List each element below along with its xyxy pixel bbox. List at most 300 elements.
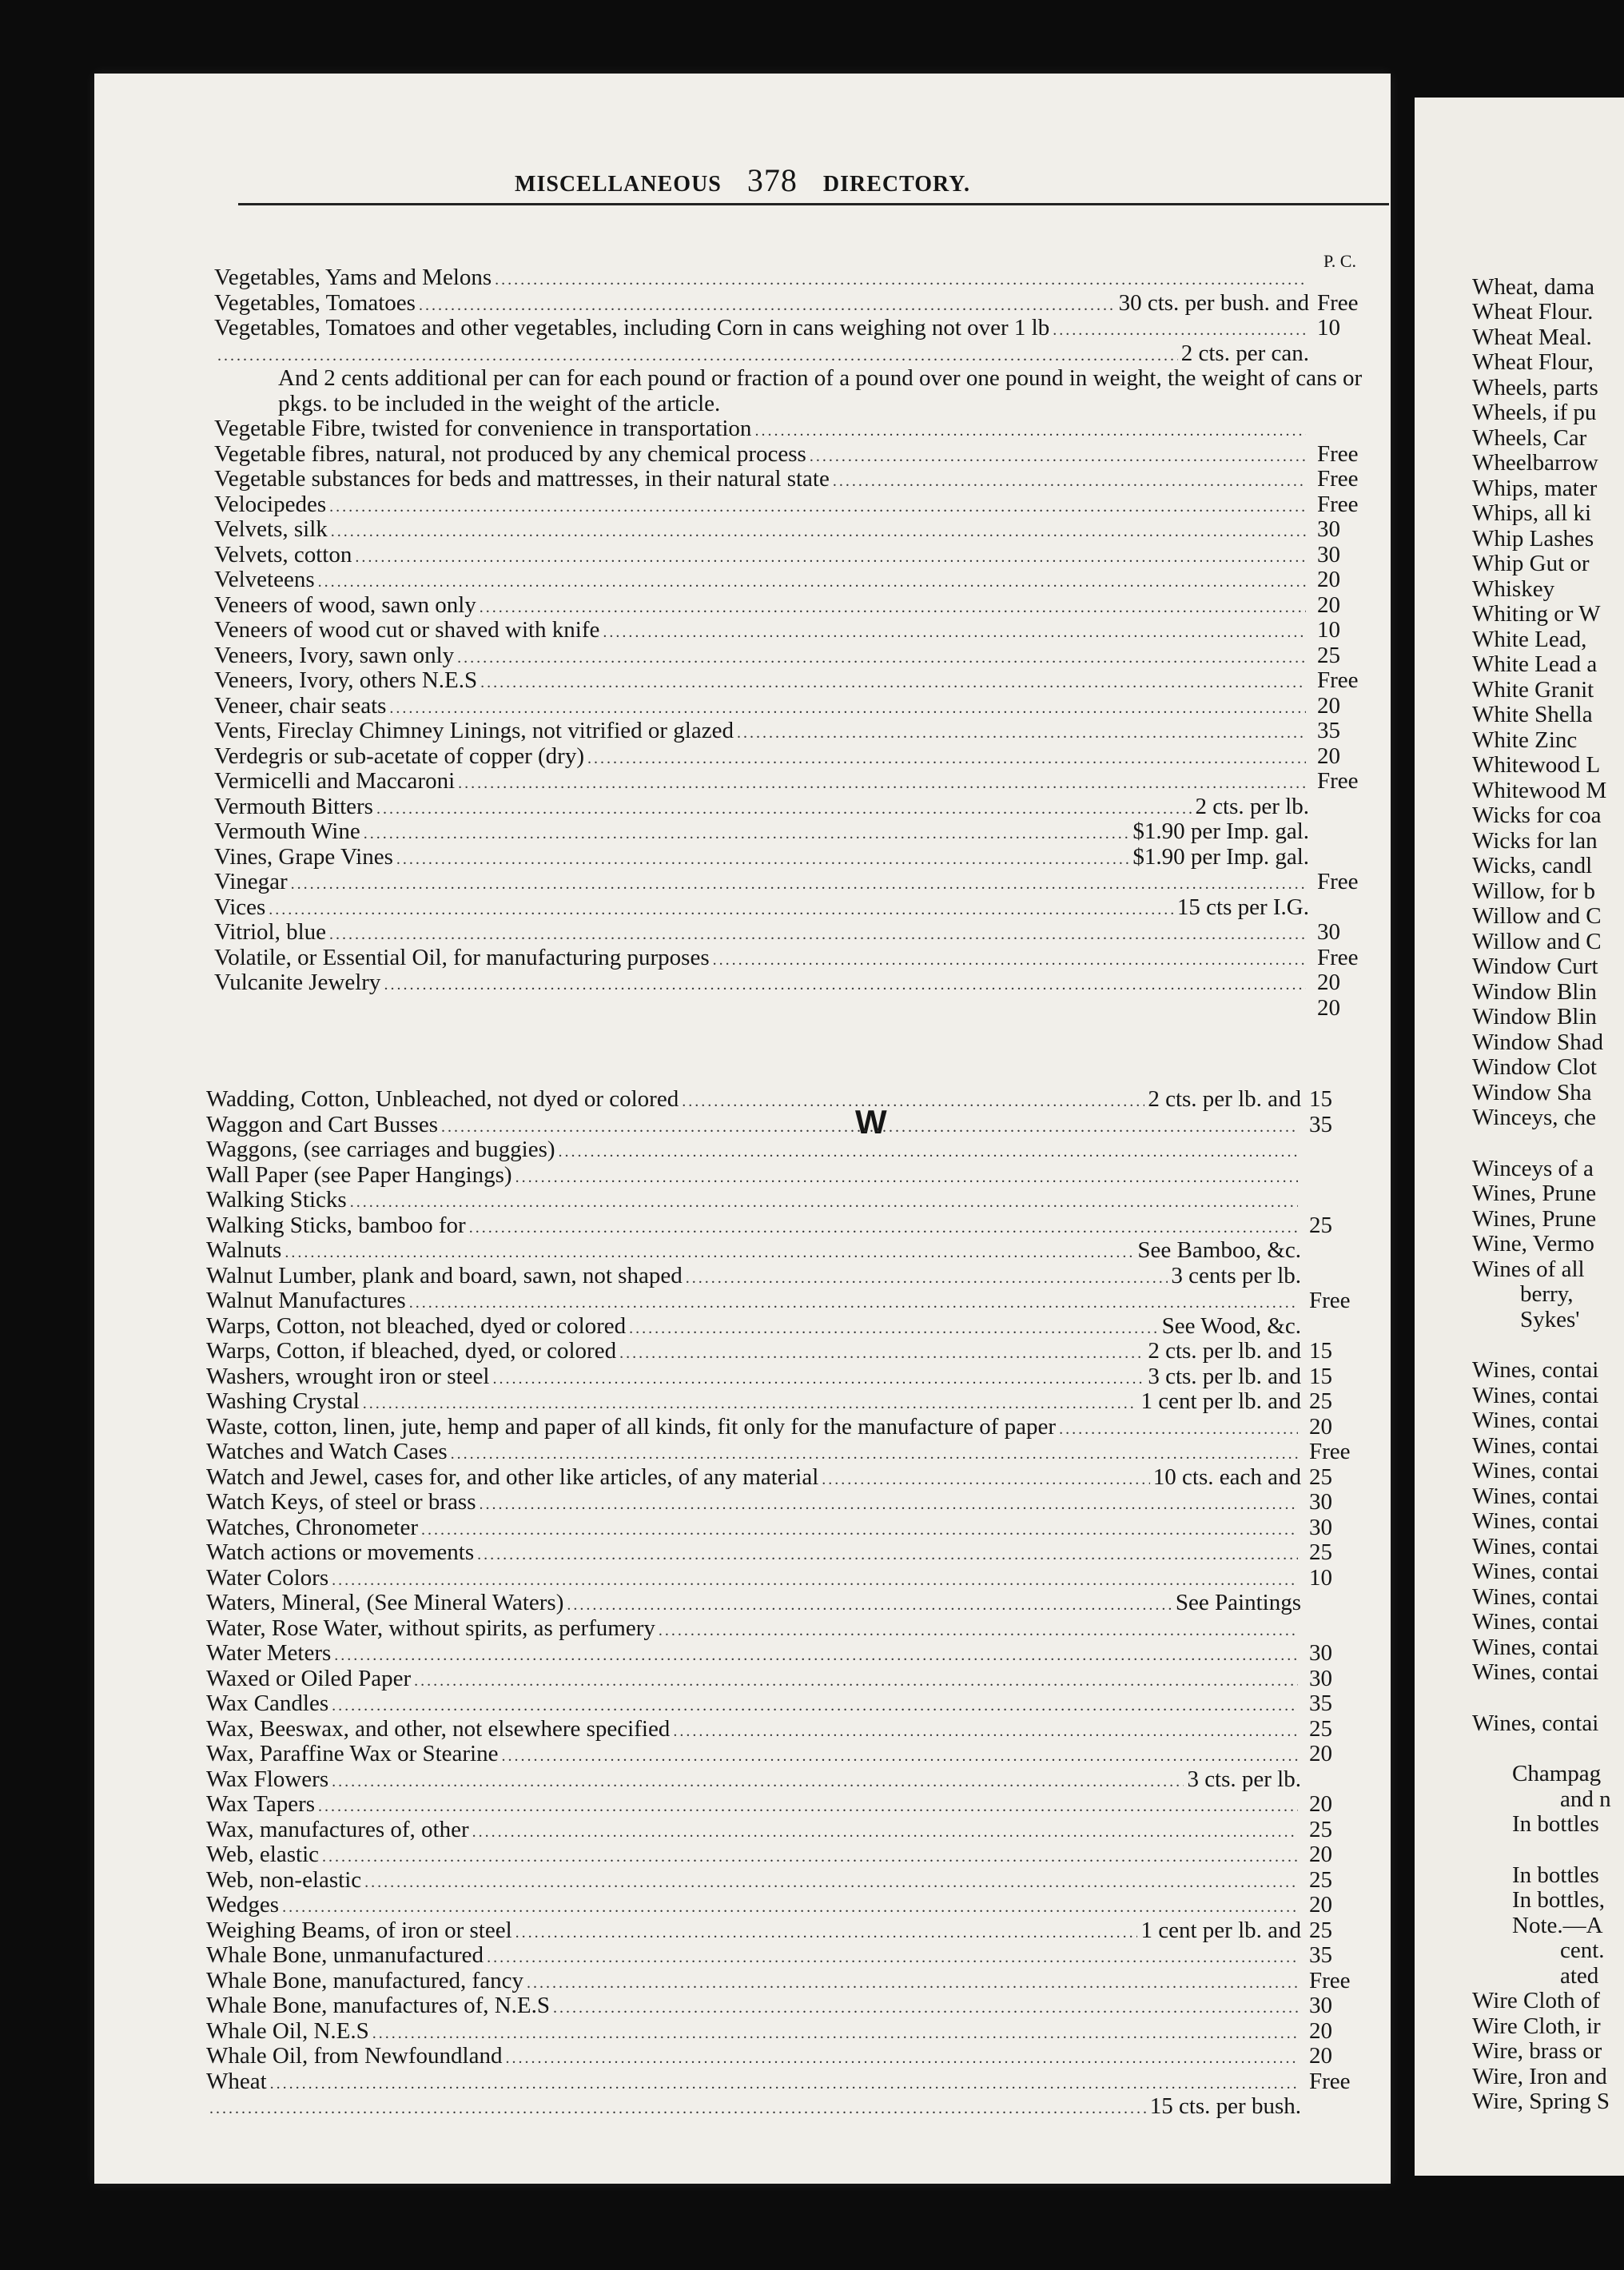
right-entry: Whitewood M bbox=[1472, 777, 1607, 803]
page-number: 378 bbox=[746, 162, 798, 198]
right-entry: In bottles bbox=[1512, 1811, 1599, 1837]
entry-row bbox=[214, 819, 1365, 845]
entry-label: Waggons, (see carriages and buggies) bbox=[206, 1137, 555, 1162]
entry-duty: Free bbox=[1317, 869, 1359, 894]
leader-dots bbox=[282, 1895, 1298, 1921]
entry-duty: 30 bbox=[1317, 541, 1340, 568]
right-entry: Wine, Vermo bbox=[1472, 1231, 1594, 1256]
right-entry: Window Sha bbox=[1472, 1079, 1592, 1105]
right-entry: Wines, contai bbox=[1472, 1458, 1599, 1483]
leader-dots bbox=[355, 545, 1306, 571]
right-entry: Wines, contai bbox=[1472, 1508, 1599, 1534]
leader-dots bbox=[376, 797, 1192, 822]
entry-duty: Free bbox=[1309, 2068, 1351, 2094]
entry-row bbox=[206, 1691, 1357, 1717]
leader-dots bbox=[559, 1140, 1298, 1165]
entry-label: Vices bbox=[214, 894, 266, 920]
entry-row bbox=[206, 1616, 1357, 1642]
entry-duty: 30 bbox=[1309, 1993, 1332, 2018]
section-letter: W bbox=[855, 1103, 887, 1141]
leader-dots bbox=[322, 1845, 1298, 1870]
leader-dots bbox=[1059, 1417, 1298, 1443]
entry-label: Whale Oil, N.E.S bbox=[206, 2017, 369, 2044]
entry-row bbox=[206, 1842, 1357, 1868]
entry-label: Velvets, silk bbox=[214, 516, 328, 542]
entry-label: Walking Sticks bbox=[206, 1187, 347, 1213]
entry-duty: Free bbox=[1317, 491, 1359, 517]
entry-label: Vents, Fireclay Chimney Linings, not vitrified or glazed bbox=[214, 718, 734, 743]
leader-dots bbox=[364, 822, 1130, 847]
entry-rate: 30 cts. per bush. and bbox=[1118, 289, 1309, 316]
page-header bbox=[94, 161, 1391, 199]
entry-label: Waters, Mineral, (See Mineral Waters) bbox=[206, 1590, 564, 1615]
leader-dots bbox=[332, 1694, 1298, 1719]
entry-duty: 25 bbox=[1309, 1917, 1332, 1943]
entry-label: Veneers, Ivory, sawn only bbox=[214, 642, 455, 668]
entry-label: Washing Crystal bbox=[206, 1388, 360, 1414]
leader-dots bbox=[603, 620, 1306, 646]
leader-dots bbox=[372, 2021, 1298, 2047]
leader-dots bbox=[209, 2097, 1147, 2122]
leader-dots bbox=[619, 1341, 1144, 1367]
leader-dots bbox=[285, 1241, 1134, 1266]
entry-duty: 30 bbox=[1317, 919, 1340, 945]
leader-dots bbox=[441, 1115, 1298, 1141]
entry-duty: 20 bbox=[1309, 1842, 1332, 1867]
leader-dots bbox=[480, 1492, 1298, 1518]
entry-row bbox=[206, 1893, 1357, 1918]
entry-rate: 3 cts. per lb. and bbox=[1148, 1363, 1301, 1389]
leader-dots bbox=[495, 268, 1306, 293]
entry-label: Whale Oil, from Newfoundland bbox=[206, 2043, 503, 2069]
entry-duty: Free bbox=[1317, 667, 1359, 693]
entry-label: Verdegris or sub-acetate of copper (dry) bbox=[214, 743, 584, 769]
entry-duty: 15 bbox=[1309, 1338, 1332, 1364]
right-entry: Willow and C bbox=[1472, 903, 1602, 929]
right-entry: and n bbox=[1560, 1786, 1611, 1812]
right-entry: Wire, Iron and bbox=[1472, 2063, 1607, 2089]
right-entry: White Zinc bbox=[1472, 727, 1578, 753]
entry-duty: 25 bbox=[1309, 1866, 1332, 1893]
right-entry: Sykes' bbox=[1520, 1306, 1580, 1332]
leader-dots bbox=[318, 1794, 1298, 1820]
entry-label: Wedges bbox=[206, 1892, 280, 1918]
entry-label: Watch actions or movements bbox=[206, 1539, 475, 1565]
entry-label: Vegetables, Yams and Melons bbox=[214, 265, 492, 290]
entry-label: Veneers of wood, sawn only bbox=[214, 591, 476, 618]
entry-duty: 25 bbox=[1309, 1539, 1332, 1565]
entry-duty: 20 bbox=[1317, 591, 1340, 618]
entry-label: Wax, manufactures of, other bbox=[206, 1816, 469, 1842]
right-entry: White Lead, bbox=[1472, 626, 1587, 652]
leader-dots bbox=[421, 1518, 1298, 1543]
entry-row bbox=[206, 1742, 1357, 1767]
leader-dots bbox=[686, 1266, 1168, 1292]
entry-rate: 10 cts. each and bbox=[1152, 1464, 1301, 1490]
entry-label: Vitriol, blue bbox=[214, 919, 327, 945]
entry-label: Velvets, cotton bbox=[214, 541, 352, 568]
right-entry: Wheels, Car bbox=[1472, 424, 1587, 451]
right-entry: Wire, Spring S bbox=[1472, 2089, 1610, 2114]
entry-row bbox=[214, 517, 1365, 543]
entry-rate: 3 cents per lb. bbox=[1171, 1262, 1301, 1288]
entry-row bbox=[206, 1767, 1357, 1793]
leader-dots bbox=[363, 1392, 1138, 1417]
leader-dots bbox=[822, 1468, 1150, 1493]
right-entry: Wheels, if pu bbox=[1472, 400, 1597, 425]
entry-row bbox=[206, 1566, 1357, 1591]
right-entry: Wicks for lan bbox=[1472, 827, 1598, 854]
leader-dots bbox=[318, 570, 1306, 595]
entry-row bbox=[214, 341, 1365, 367]
leader-dots bbox=[505, 2046, 1298, 2072]
leader-dots bbox=[754, 419, 1306, 444]
right-entry: Wines, contai bbox=[1472, 1634, 1599, 1660]
leader-dots bbox=[587, 747, 1306, 772]
entry-duty: 10 bbox=[1309, 1564, 1332, 1591]
right-entry: Wicks for coa bbox=[1472, 802, 1602, 828]
entry-label: Velocipedes bbox=[214, 491, 327, 517]
right-entry: Wines, Prune bbox=[1472, 1181, 1597, 1206]
right-entry: Wheat, dama bbox=[1472, 273, 1594, 300]
column-heading: P. C. bbox=[1323, 251, 1356, 271]
entry-row bbox=[214, 442, 1365, 468]
leader-dots bbox=[487, 1945, 1298, 1971]
right-entry: Champag bbox=[1512, 1761, 1602, 1786]
leader-dots bbox=[384, 973, 1306, 998]
entry-row bbox=[206, 1440, 1357, 1465]
entry-row bbox=[206, 1314, 1357, 1340]
entry-label: Wax Tapers bbox=[206, 1791, 316, 1817]
entry-row bbox=[206, 1717, 1357, 1742]
right-entry: Willow and C bbox=[1472, 928, 1602, 954]
leader-dots bbox=[810, 444, 1306, 470]
leader-dots bbox=[270, 2072, 1298, 2097]
entry-duty: Free bbox=[1309, 1967, 1351, 1993]
right-entry: Wheat Flour, bbox=[1472, 349, 1594, 375]
entry-row bbox=[206, 1918, 1357, 1944]
entry-label: Vegetable fibres, natural, not produced by any chemical process bbox=[214, 440, 806, 467]
entry-duty: Free bbox=[1309, 1439, 1351, 1464]
leader-dots bbox=[458, 771, 1306, 797]
entry-duty: 20 bbox=[1317, 692, 1340, 719]
leader-dots bbox=[833, 469, 1306, 495]
leader-dots bbox=[713, 948, 1306, 974]
entry-label: Watch and Jewel, cases for, and other like articles, of any material bbox=[206, 1464, 819, 1490]
entry-row bbox=[206, 1818, 1357, 1843]
entry-row bbox=[206, 1163, 1357, 1189]
entry-duty: 20 bbox=[1309, 1892, 1332, 1918]
entry-row bbox=[206, 1288, 1357, 1314]
entry-row bbox=[214, 291, 1365, 317]
entry-duty: 30 bbox=[1309, 1514, 1332, 1540]
entry-row bbox=[214, 467, 1365, 492]
entry-label: Waggon and Cart Busses bbox=[206, 1111, 439, 1137]
leader-dots bbox=[329, 922, 1306, 948]
w-entries-list bbox=[206, 1087, 1357, 2120]
right-entry bbox=[1472, 249, 1611, 275]
entry-label: Veneers of wood cut or shaved with knife bbox=[214, 617, 600, 643]
leader-dots bbox=[364, 1870, 1298, 1896]
right-entry: Whip Lashes bbox=[1472, 525, 1594, 552]
entry-duty: 20 bbox=[1309, 1741, 1332, 1766]
entry-row bbox=[206, 1868, 1357, 1894]
entry-duty: 35 bbox=[1309, 1111, 1332, 1137]
entry-row bbox=[206, 1339, 1357, 1364]
leader-dots bbox=[567, 1593, 1172, 1619]
right-entry: Whips, mater bbox=[1472, 475, 1598, 501]
right-entry: Willow, for b bbox=[1472, 878, 1596, 904]
entry-row bbox=[214, 643, 1365, 669]
entry-label: Walnuts bbox=[206, 1237, 282, 1263]
entry-label: Warps, Cotton, if bleached, dyed, or colored bbox=[206, 1338, 617, 1364]
entry-row bbox=[206, 2094, 1357, 2120]
entry-label: Wadding, Cotton, Unbleached, not dyed or colored bbox=[206, 1086, 679, 1112]
leader-dots bbox=[414, 1669, 1298, 1695]
entry-duty: 20 bbox=[1309, 2043, 1332, 2069]
left-page bbox=[94, 74, 1391, 2184]
entry-row bbox=[206, 1667, 1357, 1692]
entry-label: Walnut Manufactures bbox=[206, 1288, 406, 1313]
entry-row bbox=[214, 794, 1365, 820]
leader-dots bbox=[457, 646, 1306, 671]
right-page-fragment bbox=[1415, 98, 1624, 2176]
right-entry: Wines, contai bbox=[1472, 1357, 1599, 1383]
right-entry: Wines, contai bbox=[1472, 1408, 1599, 1433]
right-entry: Window Curt bbox=[1472, 954, 1598, 979]
entry-duty: Free bbox=[1309, 1288, 1351, 1313]
entry-label: Wax, Beeswax, and other, not elsewhere specified bbox=[206, 1715, 671, 1742]
entry-row bbox=[206, 1415, 1357, 1440]
entry-duty: 35 bbox=[1309, 1691, 1332, 1716]
entry-row bbox=[214, 970, 1365, 996]
entry-rate: 1 cent per lb. and bbox=[1140, 1917, 1301, 1943]
entry-row bbox=[214, 769, 1365, 794]
leader-dots bbox=[480, 595, 1306, 621]
entry-row bbox=[214, 618, 1365, 643]
right-entry: Window Shad bbox=[1472, 1029, 1603, 1055]
entry-rate: 2 cts. per lb. and bbox=[1148, 1338, 1301, 1364]
entry-row bbox=[214, 543, 1365, 568]
right-entry: Wines, Prune bbox=[1472, 1205, 1597, 1232]
right-entry: In bottles, bbox=[1512, 1887, 1605, 1913]
right-entry: Wicks, candl bbox=[1472, 853, 1593, 878]
leader-dots bbox=[1053, 318, 1306, 344]
leader-dots bbox=[492, 1367, 1144, 1392]
entry-rate: 15 cts. per bush. bbox=[1149, 2093, 1301, 2119]
leader-dots bbox=[329, 495, 1306, 520]
right-entry: Wines of all bbox=[1472, 1256, 1585, 1282]
entry-duty: 20 bbox=[1309, 1413, 1332, 1440]
leader-dots bbox=[515, 1921, 1138, 1946]
right-entry: White Granit bbox=[1472, 676, 1594, 703]
right-entry: Wire Cloth, ir bbox=[1472, 2013, 1601, 2039]
entry-row bbox=[214, 416, 1365, 442]
entry-label: Velveteens bbox=[214, 567, 315, 592]
entry-rate: $1.90 per Imp. gal. bbox=[1132, 818, 1309, 844]
entry-label: Washers, wrought iron or steel bbox=[206, 1363, 490, 1389]
entry-rate: $1.90 per Imp. gal. bbox=[1132, 843, 1309, 870]
entry-rate: See Bamboo, &c. bbox=[1137, 1237, 1301, 1263]
entry-row bbox=[206, 1389, 1357, 1415]
leader-dots bbox=[332, 1770, 1184, 1795]
entry-row bbox=[214, 492, 1365, 518]
entry-duty: 35 bbox=[1317, 718, 1340, 743]
entry-label: Waxed or Oiled Paper bbox=[206, 1665, 412, 1691]
entry-row bbox=[206, 1969, 1357, 1994]
entry-label: Vegetable substances for beds and mattresses, in their natural state bbox=[214, 466, 830, 492]
entry-duty: 30 bbox=[1309, 1665, 1332, 1691]
leader-dots bbox=[477, 1543, 1298, 1568]
entry-row bbox=[206, 1515, 1357, 1541]
right-entry: In bottles bbox=[1512, 1862, 1599, 1888]
entry-row bbox=[206, 1540, 1357, 1566]
leader-dots bbox=[737, 721, 1306, 747]
entry-rate: 2 cts. per can. bbox=[1180, 340, 1309, 366]
entry-label: Whale Bone, unmanufactured bbox=[206, 1942, 484, 1968]
leader-dots bbox=[515, 1165, 1298, 1191]
right-entry: Wines, contai bbox=[1472, 1583, 1599, 1610]
right-entry: Wheat Flour. bbox=[1472, 299, 1594, 325]
right-entry: Whips, all ki bbox=[1472, 500, 1592, 526]
right-entry: Wheels, parts bbox=[1472, 374, 1598, 400]
right-entry: Wines, contai bbox=[1472, 1659, 1599, 1685]
right-entry: Wines, contai bbox=[1472, 1710, 1599, 1736]
entry-rate: See Paintings bbox=[1175, 1590, 1301, 1615]
entry-row bbox=[206, 1993, 1357, 2019]
entry-label: Walnut Lumber, plank and board, sawn, not shaped bbox=[206, 1262, 683, 1288]
entry-duty: 20 bbox=[1317, 994, 1340, 1021]
right-entry: Wire, brass or bbox=[1472, 2038, 1602, 2064]
right-entry: berry, bbox=[1520, 1281, 1574, 1307]
right-entry: Wire Cloth of bbox=[1472, 1988, 1600, 2013]
entry-row bbox=[206, 1465, 1357, 1491]
entry-label: Veneer, chair seats bbox=[214, 692, 387, 719]
entry-row bbox=[206, 1591, 1357, 1616]
right-entry: Wines, contai bbox=[1472, 1609, 1599, 1635]
right-entry: Winceys of a bbox=[1472, 1155, 1594, 1181]
entry-label: Vermouth Wine bbox=[214, 818, 360, 844]
entry-row bbox=[206, 1213, 1357, 1239]
leader-dots bbox=[451, 1442, 1298, 1468]
entry-row bbox=[214, 946, 1365, 971]
right-entry: Wines, contai bbox=[1472, 1382, 1599, 1408]
entry-rate: 2 cts. per lb. and bbox=[1148, 1086, 1301, 1112]
entry-label: Watch Keys, of steel or brass bbox=[206, 1489, 476, 1515]
entry-row bbox=[214, 316, 1365, 341]
entry-label: Whale Bone, manufactures of, N.E.S bbox=[206, 1993, 551, 2018]
entry-row bbox=[206, 1943, 1357, 1969]
entry-duty: Free bbox=[1317, 944, 1359, 970]
leader-dots bbox=[682, 1089, 1144, 1115]
entry-label: Weighing Beams, of iron or steel bbox=[206, 1917, 512, 1943]
entry-label: Wall Paper (see Paper Hangings) bbox=[206, 1161, 512, 1188]
entry-duty: 20 bbox=[1317, 567, 1340, 592]
entry-duty: 25 bbox=[1309, 1388, 1332, 1414]
entry-duty: 25 bbox=[1309, 1212, 1332, 1238]
leader-dots bbox=[480, 671, 1306, 696]
entry-duty: Free bbox=[1317, 289, 1359, 316]
entry-row bbox=[214, 694, 1365, 719]
entry-row bbox=[206, 1641, 1357, 1667]
right-entry: Wheat Meal. bbox=[1472, 324, 1592, 350]
right-entry: Whiting or W bbox=[1472, 601, 1601, 627]
entry-label: Whale Bone, manufactured, fancy bbox=[206, 1967, 523, 1993]
entry-duty: 20 bbox=[1317, 970, 1340, 995]
right-entry: Wines, contai bbox=[1472, 1432, 1599, 1459]
entry-duty: 30 bbox=[1309, 1640, 1332, 1666]
v-entries-list bbox=[214, 265, 1365, 1021]
entry-label: Web, elastic bbox=[206, 1842, 319, 1867]
entry-row bbox=[214, 870, 1365, 895]
leader-dots bbox=[472, 1820, 1298, 1846]
right-entry: Wines, contai bbox=[1472, 1483, 1599, 1509]
right-entry: Window Blin bbox=[1472, 1004, 1597, 1029]
entry-label: Vegetable Fibre, twisted for convenience in transportation bbox=[214, 416, 752, 441]
header-rule bbox=[238, 203, 1389, 205]
entry-row bbox=[214, 568, 1365, 593]
entry-label: Watches, Chronometer bbox=[206, 1514, 419, 1540]
entry-duty: 10 bbox=[1317, 315, 1340, 340]
entry-row bbox=[214, 265, 1365, 291]
entry-row bbox=[206, 1490, 1357, 1515]
right-entry: Whiskey bbox=[1472, 575, 1555, 602]
entry-duty: 25 bbox=[1317, 642, 1340, 668]
entry-label: Vermouth Bitters bbox=[214, 793, 373, 819]
right-entry: White Shella bbox=[1472, 702, 1593, 727]
entry-rate: 15 cts per I.G. bbox=[1176, 894, 1309, 920]
right-entry: Whip Gut or bbox=[1472, 551, 1590, 576]
entry-duty: Free bbox=[1317, 466, 1359, 492]
entry-row bbox=[214, 895, 1365, 921]
entry-label: Vinegar bbox=[214, 869, 288, 894]
entry-label: Walking Sticks, bamboo for bbox=[206, 1212, 466, 1238]
right-entry: Winceys, che bbox=[1472, 1105, 1597, 1130]
entry-row bbox=[206, 1238, 1357, 1264]
entry-duty: Free bbox=[1317, 440, 1359, 467]
entry-row bbox=[206, 1364, 1357, 1390]
entry-row bbox=[214, 593, 1365, 619]
v-note: And 2 cents additional per can for each pound or fraction of a pound over one pound in weight, the weight of cans or pkgs. to be included in the weight of the article. bbox=[278, 365, 1363, 416]
right-entry: Wines, contai bbox=[1472, 1533, 1599, 1559]
entry-duty: 35 bbox=[1309, 1942, 1332, 1968]
entry-label: Water Meters bbox=[206, 1640, 332, 1666]
entry-duty: 25 bbox=[1309, 1464, 1332, 1490]
entry-row bbox=[214, 845, 1365, 870]
right-entry: Wheelbarrow bbox=[1472, 450, 1598, 476]
header-left: MISCELLANEOUS bbox=[515, 172, 722, 197]
leader-dots bbox=[553, 1996, 1298, 2021]
entry-label: Wax, Paraffine Wax or Stearine bbox=[206, 1741, 499, 1766]
leader-dots bbox=[396, 847, 1129, 873]
right-entry: ated bbox=[1560, 1962, 1599, 1989]
entry-row bbox=[214, 744, 1365, 770]
entry-row bbox=[206, 2044, 1357, 2069]
entry-label: Veneers, Ivory, others N.E.S bbox=[214, 667, 478, 693]
entry-row bbox=[206, 2069, 1357, 2095]
entry-label: Vegetables, Tomatoes bbox=[214, 289, 416, 316]
entry-row bbox=[206, 1792, 1357, 1818]
entry-label: Wax Candles bbox=[206, 1691, 329, 1716]
leader-dots bbox=[291, 872, 1306, 898]
entry-rate: 1 cent per lb. and bbox=[1140, 1388, 1301, 1414]
right-entry: Window Clot bbox=[1472, 1054, 1597, 1080]
entry-row bbox=[206, 2019, 1357, 2045]
entry-label: Water, Rose Water, without spirits, as perfumery bbox=[206, 1615, 655, 1641]
right-page-list bbox=[1472, 249, 1611, 2115]
entry-rate: See Wood, &c. bbox=[1161, 1312, 1301, 1339]
header-right: DIRECTORY. bbox=[822, 172, 970, 197]
